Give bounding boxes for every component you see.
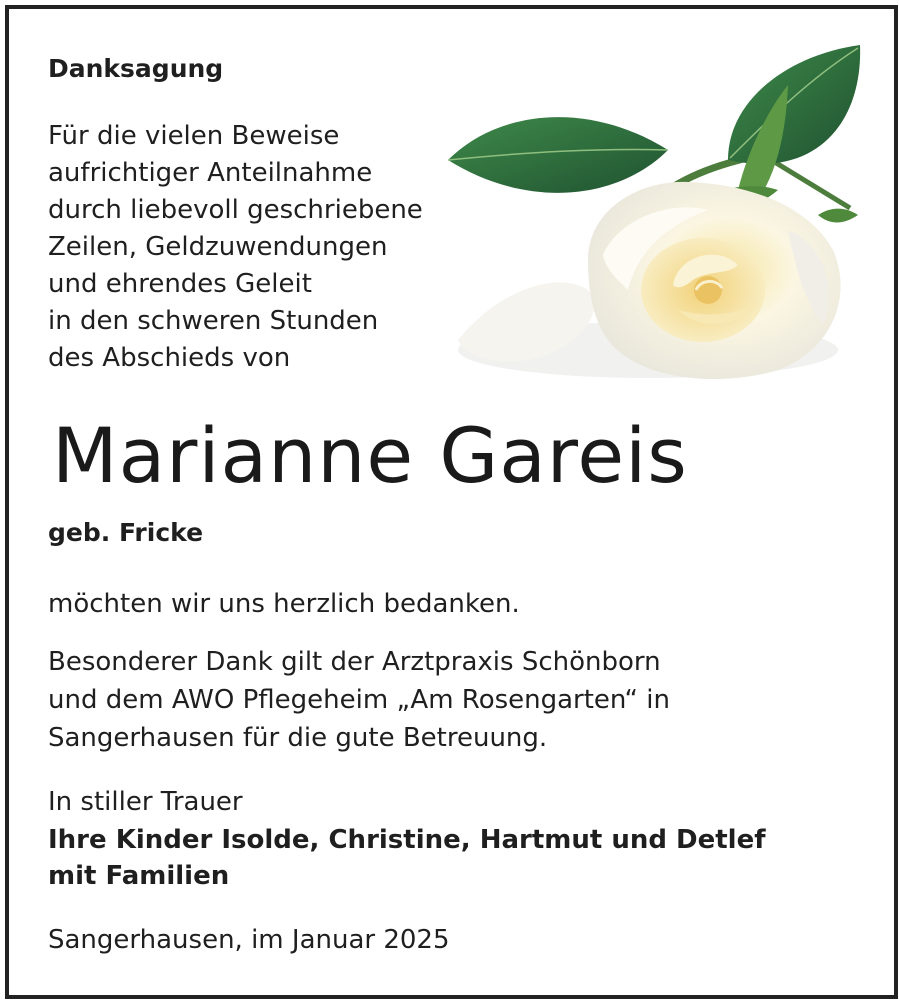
intro-line: aufrichtiger Anteilnahme: [48, 158, 373, 188]
intro-text: [48, 118, 423, 377]
notice-heading: Danksagung: [48, 54, 224, 83]
place-date: Sangerhausen, im Januar 2025: [48, 925, 450, 955]
signers-line: Ihre Kinder Isolde, Christine, Hartmut und Detlef: [48, 825, 766, 855]
intro-line: Zeilen, Geldzuwendungen: [48, 232, 388, 262]
intro-line: und ehrendes Geleit: [48, 269, 312, 299]
intro-line: durch liebevoll geschriebene: [48, 195, 423, 225]
deceased-name: Marianne Gareis: [52, 411, 688, 500]
white-rose-image: [438, 40, 868, 400]
intro-line: in den schweren Stunden: [48, 306, 379, 336]
thanks-line: möchten wir uns herzlich bedanken.: [48, 589, 520, 619]
signers-line: mit Familien: [48, 861, 230, 891]
signoff: In stiller Trauer: [48, 787, 243, 817]
signers: [48, 822, 766, 894]
maiden-name: geb. Fricke: [48, 518, 204, 547]
intro-line: Für die vielen Beweise: [48, 121, 340, 151]
special-thanks-line: Sangerhausen für die gute Betreuung.: [48, 723, 548, 753]
special-thanks-line: und dem AWO Pflegeheim „Am Rosengarten“ in: [48, 685, 670, 715]
special-thanks: [48, 644, 670, 758]
special-thanks-line: Besonderer Dank gilt der Arztpraxis Schönborn: [48, 647, 661, 677]
intro-line: des Abschieds von: [48, 343, 291, 373]
